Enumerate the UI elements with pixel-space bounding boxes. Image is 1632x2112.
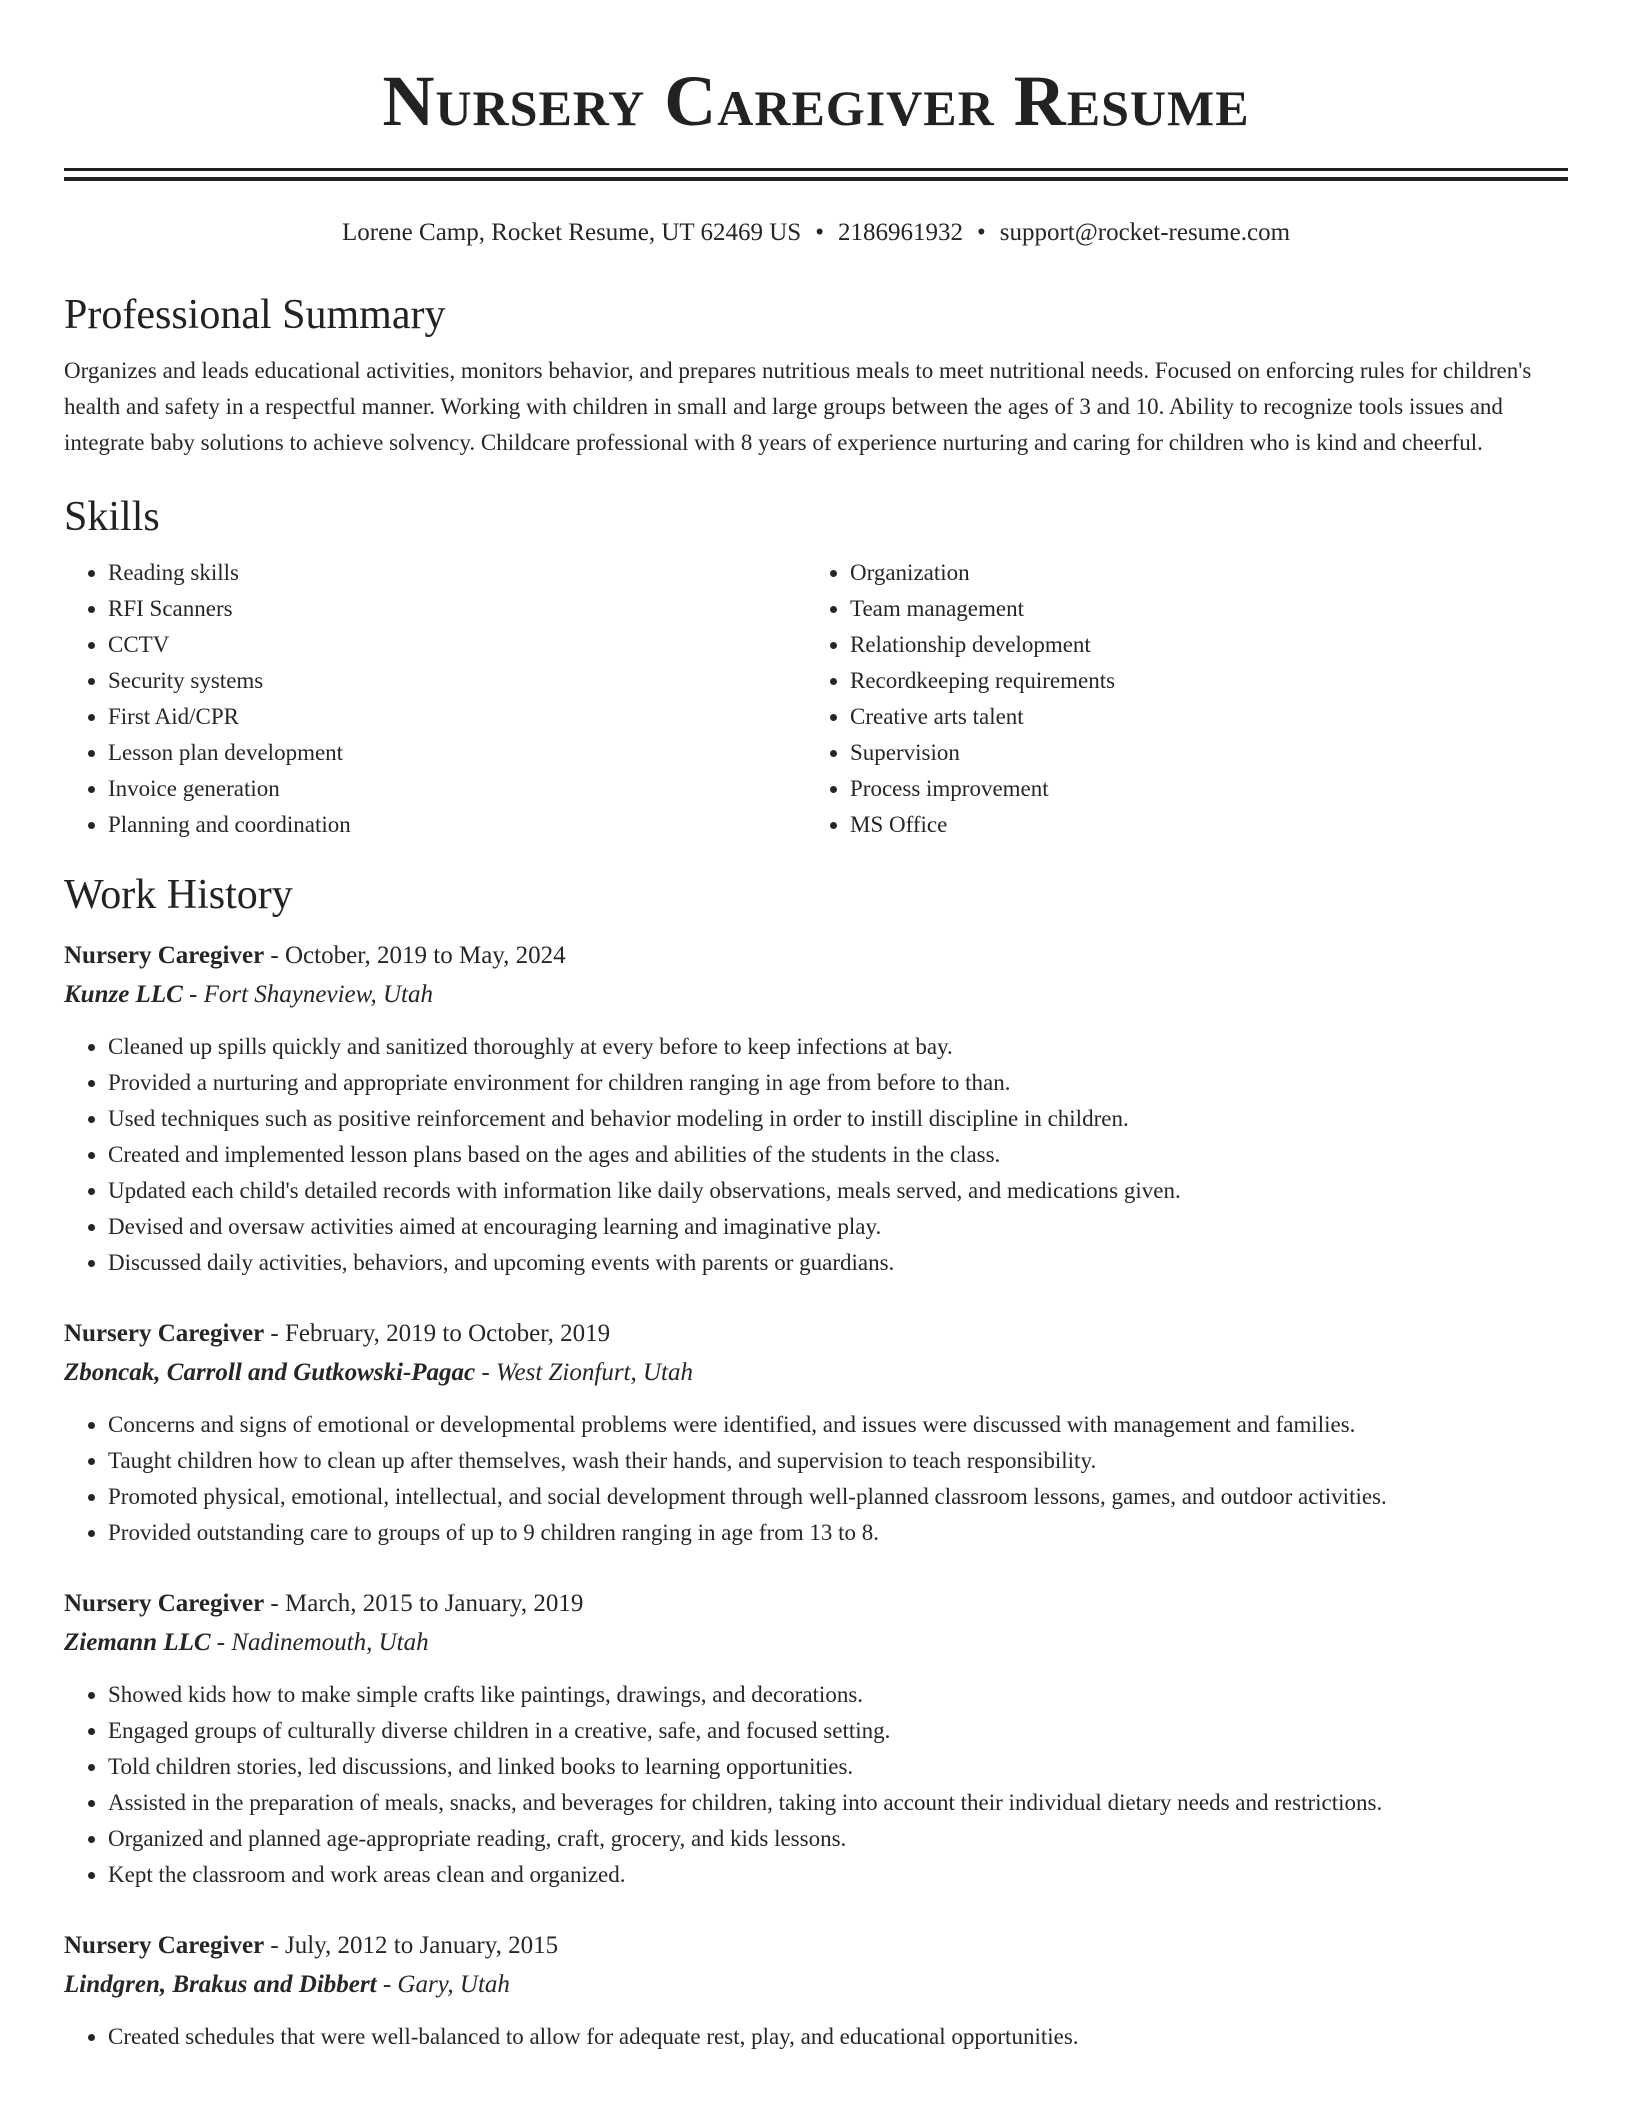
skill-item: • Creative arts talent <box>850 699 1548 735</box>
job-title: Nursery Caregiver <box>64 1320 265 1347</box>
job-company-line <box>64 1623 1568 1663</box>
job-duties <box>64 1029 1568 1281</box>
job-company: Kunze LLC <box>64 981 183 1008</box>
skill-item: • MS Office <box>850 807 1548 843</box>
job-duties <box>64 2019 1568 2055</box>
job-location: - Nadinemouth, Utah <box>210 1629 429 1656</box>
title-divider-bottom <box>64 177 1568 181</box>
job-company-line <box>64 975 1568 1015</box>
contact-line <box>64 217 1568 249</box>
job-entry <box>64 937 1568 1281</box>
work-history-heading: Work History <box>64 872 293 918</box>
job-entry <box>64 1315 1568 1551</box>
page-title: Nursery Caregiver Resume <box>382 61 1250 141</box>
skills-column-right <box>806 555 1548 843</box>
skill-item: • CCTV <box>108 627 806 663</box>
job-company-line <box>64 1965 1568 2005</box>
duty-item: • Updated each child's detailed records with information like daily observations, meals served, and medications given. <box>108 1173 1568 1209</box>
contact-separator: • <box>815 219 824 246</box>
job-location: - West Zionfurt, Utah <box>475 1359 694 1386</box>
skill-item: • Lesson plan development <box>108 735 806 771</box>
job-duties <box>64 1407 1568 1551</box>
job-company-line <box>64 1353 1568 1393</box>
duty-item: • Provided outstanding care to groups of up to 9 children ranging in age from 13 to 8. <box>108 1515 1568 1551</box>
skill-item: • Relationship development <box>850 627 1548 663</box>
skills-heading: Skills <box>64 494 160 540</box>
duty-item: • Provided a nurturing and appropriate environment for children ranging in age from before to than. <box>108 1065 1568 1101</box>
duty-item: • Created and implemented lesson plans based on the ages and abilities of the students in the class. <box>108 1137 1568 1173</box>
job-company: Lindgren, Brakus and Dibbert <box>64 1971 377 1998</box>
resume-page <box>64 0 1568 2055</box>
skill-item: • Process improvement <box>850 771 1548 807</box>
job-title: Nursery Caregiver <box>64 1590 265 1617</box>
skill-item: • Recordkeeping requirements <box>850 663 1548 699</box>
skill-item: • Organization <box>850 555 1548 591</box>
job-dates: - July, 2012 to January, 2015 <box>264 1932 559 1959</box>
skill-item: • Reading skills <box>108 555 806 591</box>
duty-item: • Told children stories, led discussions, and linked books to learning opportunities. <box>108 1749 1568 1785</box>
contact-name-address: Lorene Camp, Rocket Resume, UT 62469 US <box>341 219 802 246</box>
duty-item: • Created schedules that were well-balanced to allow for adequate rest, play, and educational opportunities. <box>108 2019 1568 2055</box>
job-entry <box>64 1927 1568 2055</box>
contact-phone: 2186961932 <box>837 219 963 246</box>
job-company: Ziemann LLC <box>64 1629 211 1656</box>
duty-item: • Kept the classroom and work areas clean and organized. <box>108 1857 1568 1893</box>
skill-item: • First Aid/CPR <box>108 699 806 735</box>
contact-separator: • <box>976 219 986 246</box>
summary-text: Organizes and leads educational activities, monitors behavior, and prepares nutritious meals to meet nutritional needs. Focused on enforcing rules for children's health and safety in a respectful manner. Working with children in small and large groups between the ages of 3 and 10. Ability to recognize tools issues and integrate baby solutions to achieve solvency. Childcare professional with 8 years of experience nurturing and caring for children who is kind and cheerful. <box>64 358 1532 455</box>
skill-item: • Supervision <box>850 735 1548 771</box>
duty-item: • Discussed daily activities, behaviors, and upcoming events with parents or guardians. <box>108 1245 1568 1281</box>
job-dates: - March, 2015 to January, 2019 <box>264 1590 584 1617</box>
duty-item: • Cleaned up spills quickly and sanitized thoroughly at every before to keep infections at bay. <box>108 1029 1568 1065</box>
contact-email: support@rocket-resume.com <box>999 219 1291 246</box>
skill-item: • Team management <box>850 591 1548 627</box>
job-title: Nursery Caregiver <box>64 942 265 969</box>
duty-item: • Showed kids how to make simple crafts like paintings, drawings, and decorations. <box>108 1677 1568 1713</box>
duty-item: • Devised and oversaw activities aimed at encouraging learning and imaginative play. <box>108 1209 1568 1245</box>
duty-item: • Concerns and signs of emotional or developmental problems were identified, and issues were discussed with management and families. <box>108 1407 1568 1443</box>
job-dates: - February, 2019 to October, 2019 <box>264 1320 611 1347</box>
job-entry <box>64 1585 1568 1893</box>
skills-list <box>64 555 1568 843</box>
job-company: Zboncak, Carroll and Gutkowski-Pagac <box>64 1359 476 1386</box>
job-title-line <box>64 937 1568 975</box>
duty-item: • Organized and planned age-appropriate reading, craft, grocery, and kids lessons. <box>108 1821 1568 1857</box>
duty-item: • Used techniques such as positive reinforcement and behavior modeling in order to instill discipline in children. <box>108 1101 1568 1137</box>
job-title: Nursery Caregiver <box>64 1932 265 1959</box>
job-title-line <box>64 1927 1568 1965</box>
job-title-line <box>64 1315 1568 1353</box>
summary-heading: Professional Summary <box>64 292 446 338</box>
job-duties <box>64 1677 1568 1893</box>
duty-item: • Taught children how to clean up after themselves, wash their hands, and supervision to teach responsibility. <box>108 1443 1568 1479</box>
duty-item: • Assisted in the preparation of meals, snacks, and beverages for children, taking into account their individual dietary needs and restrictions. <box>108 1785 1568 1821</box>
duty-item: • Promoted physical, emotional, intellectual, and social development through well-planned classroom lessons, games, and outdoor activities. <box>108 1479 1568 1515</box>
skill-item: • RFI Scanners <box>108 591 806 627</box>
skill-item: • Security systems <box>108 663 806 699</box>
job-title-line <box>64 1585 1568 1623</box>
job-location: - Fort Shayneview, Utah <box>182 981 433 1008</box>
job-location: - Gary, Utah <box>376 1971 510 1998</box>
skills-column-left <box>64 555 806 843</box>
title-divider-top <box>64 168 1568 171</box>
duty-item: • Engaged groups of culturally diverse children in a creative, safe, and focused setting. <box>108 1713 1568 1749</box>
skill-item: • Invoice generation <box>108 771 806 807</box>
job-dates: - October, 2019 to May, 2024 <box>264 942 566 969</box>
skill-item: • Planning and coordination <box>108 807 806 843</box>
